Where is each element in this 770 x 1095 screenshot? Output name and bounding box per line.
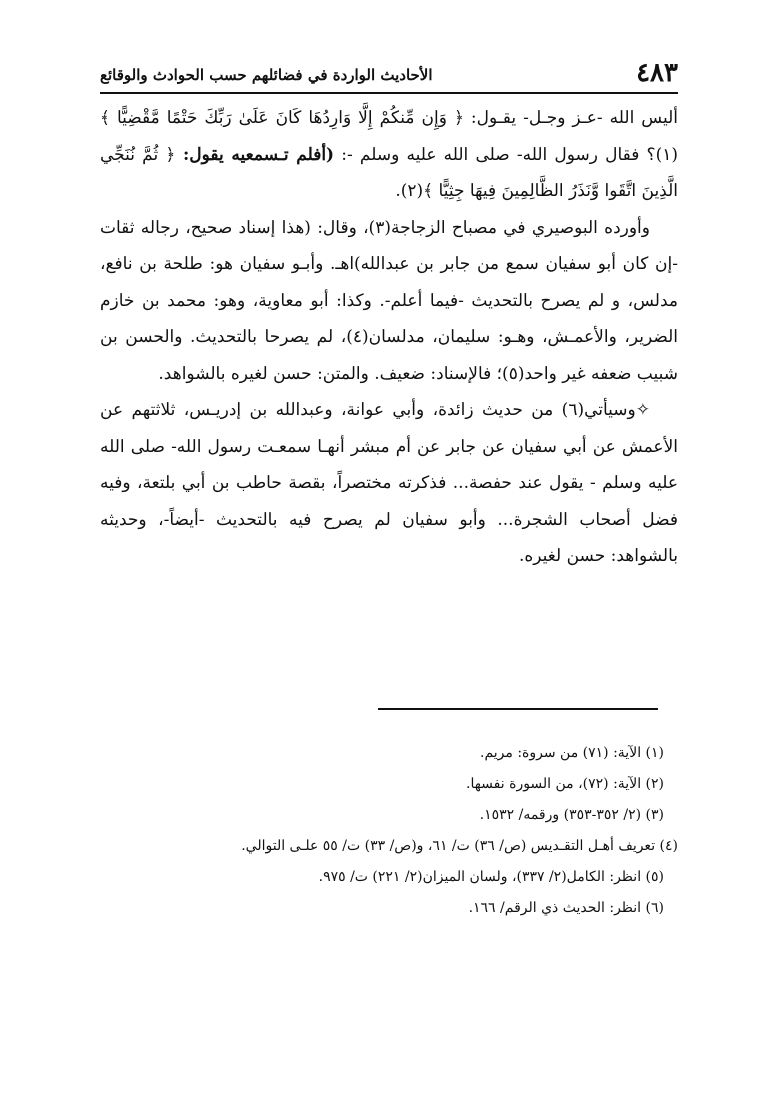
p1-text-3: (٢).	[395, 181, 424, 201]
header-rule	[100, 92, 678, 94]
main-text	[100, 100, 678, 575]
p1-text-1: أليس الله -عـز وجـل- يقـول:	[463, 108, 679, 128]
footnote-separator	[378, 708, 658, 710]
p1-text-2: (١)؟ فقال رسول الله- صلى الله عليه وسلم -:	[334, 144, 678, 165]
footnote-4: (٤) تعريف أهـل التقـديس (ص/ ٣٦) ت/ ٦١، و(ص/ ٣٣) ت/ ٥٥ علـى التوالي.	[241, 838, 678, 854]
footnotes	[100, 738, 678, 924]
footnote-1: (١) الآية: (٧١) من سروة: مريم.	[480, 745, 664, 761]
paragraph-2: وأورده البوصيري في مصباح الزجاجة(٣)، وقال: (هذا إسناد صحيح، رجاله ثقات -إن كان أبو سفيان سمع من جابر بن عبدالله)اهـ. وأبـو سفيان هو: طلحة بن نافع، مدلس، و لم يصرح بالتحديث -فيما أعلم-. وكذا: أبو معاوية، وهو: محمد بن خازم الضرير، والأعمـش، وهـو: سليمان، مدلسان(٤)، لم يصرحا بالتحديث. والحسن بن شبيب ضعفه غير واحد(٥)؛ فالإسناد: ضعيف. والمتن: حسن لغيره بالشواهد.	[100, 217, 679, 384]
running-title: الأحاديث الواردة في فضائلهم حسب الحوادث والوقائع	[100, 66, 433, 84]
quran-verse-1: ﴿ وَإِن مِّنكُمْ إِلَّا وَارِدُهَا كَانَ عَلَىٰ رَبِّكَ حَتْمًا مَّقْضِيًّا ﴾	[100, 108, 464, 128]
p3-text: وسيأتي(٦) من حديث زائدة، وأبي عوانة، وعبدالله بن إدريـس، ثلاثتهم عن الأعمش عن أبي سفيان عن جابر عن أم مبشر أنهـا سمعـت رسول الله- صلى الله عليه وسلم - يقول عند حفصة... فذكرته مختصراً، بقصة حاطب بن أبي بلتعة، وفيه فضل أصحاب الشجرة... وأبو سفيان لم يصرح فيه بالتحديث -أيضاً-، وحديثه بالشواهد: حسن لغيره.	[100, 400, 678, 566]
paragraph-1	[100, 100, 678, 210]
footnote-3: (٣) (٢/ ٣٥٢-٣٥٣) ورقمه/ ١٥٣٢.	[479, 807, 664, 823]
footnote-5: (٥) انظر: الكامل(٢/ ٣٣٧)، ولسان الميزان(٢/ ٢٢١) ت/ ٩٧٥.	[318, 869, 664, 885]
paragraph-3	[100, 392, 678, 575]
page-header	[100, 60, 678, 90]
page-number: ٤٨٣	[636, 58, 678, 88]
diamond-marker-icon: ✧	[635, 400, 650, 420]
p1-bold-question: (أفلم تـسمعيه يقول:	[175, 144, 335, 165]
quran-verse-2: ﴿ ثُمَّ نُنَجِّي الَّذِينَ اتَّقَوا وَّنَذَرُ الظَّالِمِينَ فِيهَا جِثِيًّا ﴾	[100, 144, 678, 201]
footnote-2: (٢) الآية: (٧٢)، من السورة نفسها.	[466, 776, 664, 792]
footnote-6: (٦) انظر: الحديث ذي الرقم/ ١٦٦.	[468, 900, 664, 916]
